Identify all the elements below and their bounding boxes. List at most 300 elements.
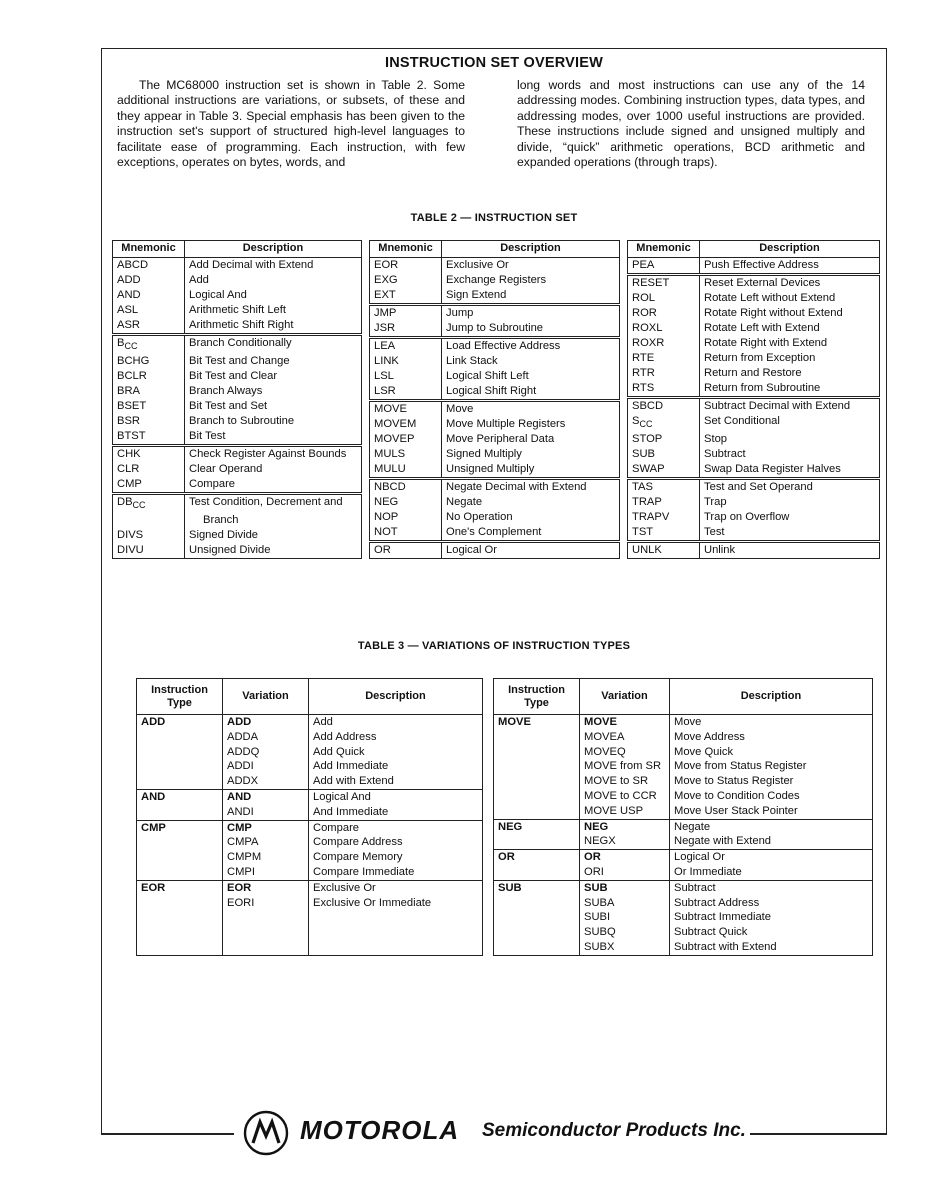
table-row (113, 384, 362, 399)
description-cell: Return from Subroutine (700, 381, 880, 397)
description-cell: Negate (670, 819, 873, 834)
mnemonic-header: Mnemonic (113, 241, 185, 258)
instruction-type-cell: AND (137, 789, 223, 820)
description-cell: Stop (700, 432, 880, 447)
table-row (628, 258, 880, 274)
table-row (113, 528, 362, 543)
mnemonic-header: Mnemonic (370, 241, 442, 258)
variation-cell: MOVEA (580, 730, 670, 745)
instruction-type-group (494, 850, 873, 881)
mnemonic-cell: $S_{CC}$ (628, 414, 700, 432)
mnemonic-cell: SUB (628, 447, 700, 462)
variation-cell: MOVE (580, 715, 670, 730)
description-cell: Bit Test and Clear (185, 369, 362, 384)
variation-header: Variation (223, 679, 309, 715)
instruction-group (370, 543, 620, 559)
table-row (370, 510, 620, 525)
mnemonic-cell: LEA (370, 339, 442, 355)
mnemonic-cell: BSET (113, 399, 185, 414)
variation-cell: SUBI (580, 910, 670, 925)
mnemonic-cell: TRAP (628, 495, 700, 510)
description-cell: Move (442, 402, 620, 418)
table-row (628, 276, 880, 292)
instruction-type-cell: CMP (137, 820, 223, 880)
table-row (113, 399, 362, 414)
table-row (628, 510, 880, 525)
mnemonic-cell: MOVEP (370, 432, 442, 447)
mnemonic-cell: CHK (113, 447, 185, 463)
description-cell: Swap Data Register Halves (700, 462, 880, 478)
mnemonic-cell: TRAPV (628, 510, 700, 525)
instruction-type-group (494, 819, 873, 850)
variation-header: Variation (580, 679, 670, 715)
mnemonic-cell: $DB_{CC}$ (113, 495, 185, 514)
table-row (113, 336, 362, 355)
variation-cell: CMP (223, 820, 309, 835)
description-cell: Unsigned Multiply (442, 462, 620, 478)
table-row (113, 369, 362, 384)
variation-cell: NEG (580, 819, 670, 834)
intro-right-text: long words and most instructions can use any of the 14 addressing modes. Combining instruction types, data types, and addressing modes, over 1000 useful instructions are provided. These instructions include signed and unsigned multiply and divide, “quick” arithmetic operations, BCD arithmetic and expanded operations (through traps). (517, 78, 865, 170)
table-row (628, 321, 880, 336)
instruction-type-cell: NEG (494, 819, 580, 850)
description-cell: Logical Shift Right (442, 384, 620, 400)
description-header: Description (442, 241, 620, 258)
mnemonic-cell: ROXL (628, 321, 700, 336)
description-cell: Add Decimal with Extend (185, 258, 362, 274)
table-row (370, 495, 620, 510)
table2-column-2 (369, 240, 620, 559)
variation-cell: ADDI (223, 759, 309, 774)
description-cell: Subtract with Extend (670, 940, 873, 955)
mnemonic-cell: BRA (113, 384, 185, 399)
instruction-group (113, 258, 362, 334)
description-cell: Exclusive Or (309, 880, 483, 895)
condition-code-subscript: CC (639, 419, 653, 430)
mnemonic-cell: TST (628, 525, 700, 541)
table-row (370, 402, 620, 418)
variation-cell: MOVE to SR (580, 774, 670, 789)
intro-left-column (117, 78, 465, 170)
description-cell: Compare Immediate (309, 865, 483, 880)
description-cell: Return from Exception (700, 351, 880, 366)
table-row (113, 303, 362, 318)
footer-rule-left (101, 1133, 234, 1135)
description-cell: Compare Memory (309, 850, 483, 865)
table-row (494, 850, 873, 865)
description-cell: Negate (442, 495, 620, 510)
variation-cell: SUBQ (580, 925, 670, 940)
mnemonic-cell: BCLR (113, 369, 185, 384)
brand-name: MOTOROLA (300, 1115, 460, 1145)
mnemonic-cell: RESET (628, 276, 700, 292)
instruction-type-group (137, 789, 483, 820)
table-row (370, 258, 620, 274)
variation-cell: MOVE to CCR (580, 789, 670, 804)
description-cell: Unsigned Divide (185, 543, 362, 559)
motorola-logo-icon (243, 1110, 289, 1156)
description-cell: Compare (185, 477, 362, 493)
table-row (370, 321, 620, 337)
table-row (628, 480, 880, 496)
table-row (370, 543, 620, 559)
description-cell: Signed Divide (185, 528, 362, 543)
instruction-type-cell: ADD (137, 715, 223, 790)
description-cell: Bit Test (185, 429, 362, 445)
description-cell: Move Address (670, 730, 873, 745)
description-cell: Rotate Right without Extend (700, 306, 880, 321)
variation-cell: SUB (580, 880, 670, 895)
variation-cell: ORI (580, 865, 670, 880)
mnemonic-cell: $B_{CC}$ (113, 336, 185, 355)
table-row (113, 273, 362, 288)
description-cell: Move Peripheral Data (442, 432, 620, 447)
page-title: INSTRUCTION SET OVERVIEW (384, 55, 604, 71)
mnemonic-cell: EXG (370, 273, 442, 288)
description-cell: Rotate Left without Extend (700, 291, 880, 306)
table-row (628, 525, 880, 541)
variation-cell: CMPA (223, 835, 309, 850)
table-row (494, 715, 873, 730)
table-row (370, 417, 620, 432)
mnemonic-cell: OR (370, 543, 442, 559)
instruction-group (370, 258, 620, 304)
table-row (113, 414, 362, 429)
table-row (628, 381, 880, 397)
description-cell: Add with Extend (309, 774, 483, 789)
mnemonic-cell: LSR (370, 384, 442, 400)
variation-cell: ADDX (223, 774, 309, 789)
description-cell: Trap on Overflow (700, 510, 880, 525)
variation-cell: ADDQ (223, 745, 309, 760)
description-cell: Set Conditional (700, 414, 880, 432)
mnemonic-cell: NBCD (370, 480, 442, 496)
table-row (370, 447, 620, 462)
mnemonic-cell: STOP (628, 432, 700, 447)
description-cell: Negate Decimal with Extend (442, 480, 620, 496)
variation-cell: EORI (223, 896, 309, 911)
instruction-group (113, 447, 362, 493)
description-cell: Move to Status Register (670, 774, 873, 789)
description-cell: And Immediate (309, 805, 483, 820)
instruction-type-group (137, 880, 483, 955)
mnemonic-cell: ROR (628, 306, 700, 321)
mnemonic-cell: ABCD (113, 258, 185, 274)
instruction-group (113, 495, 362, 559)
description-cell: Trap (700, 495, 880, 510)
table-row (137, 880, 483, 895)
table-row (370, 273, 620, 288)
description-cell: Add Address (309, 730, 483, 745)
table-row (370, 288, 620, 304)
description-cell: Arithmetic Shift Right (185, 318, 362, 334)
description-cell: Logical And (185, 288, 362, 303)
table-row (113, 318, 362, 334)
description-cell: Rotate Right with Extend (700, 336, 880, 351)
table-row (628, 351, 880, 366)
table-row (113, 513, 362, 528)
mnemonic-cell: PEA (628, 258, 700, 274)
description-header: Description (185, 241, 362, 258)
description-cell: Compare (309, 820, 483, 835)
instruction-group (370, 339, 620, 400)
variation-cell: MOVEQ (580, 745, 670, 760)
table-row (628, 291, 880, 306)
variation-cell: EOR (223, 880, 309, 895)
table-row (113, 258, 362, 274)
table-row (113, 429, 362, 445)
table-row (628, 306, 880, 321)
description-cell: Move (670, 715, 873, 730)
table-row (628, 447, 880, 462)
variation-cell: NEGX (580, 834, 670, 849)
table-row (628, 432, 880, 447)
mnemonic-cell: JMP (370, 306, 442, 322)
description-cell: Link Stack (442, 354, 620, 369)
description-cell: Logical And (309, 789, 483, 804)
mnemonic-cell: BCHG (113, 354, 185, 369)
description-cell: Check Register Against Bounds (185, 447, 362, 463)
table-row (137, 715, 483, 730)
mnemonic-cell: MULU (370, 462, 442, 478)
mnemonic-cell: NOP (370, 510, 442, 525)
mnemonic-cell: ASR (113, 318, 185, 334)
instruction-type-header: Instruction Type (137, 679, 223, 715)
description-cell: Add Quick (309, 745, 483, 760)
instruction-type-group (494, 715, 873, 820)
description-cell: One's Complement (442, 525, 620, 541)
description-cell: Branch Conditionally (185, 336, 362, 355)
mnemonic-header: Mnemonic (628, 241, 700, 258)
description-cell: Bit Test and Set (185, 399, 362, 414)
description-cell: Move from Status Register (670, 759, 873, 774)
description-cell: Subtract Quick (670, 925, 873, 940)
description-cell: Move Quick (670, 745, 873, 760)
table-row (137, 789, 483, 804)
mnemonic-cell: LINK (370, 354, 442, 369)
instruction-type-group (137, 715, 483, 790)
table-row (370, 432, 620, 447)
mnemonic-cell: DIVU (113, 543, 185, 559)
table-row (113, 477, 362, 493)
table2-column-1 (112, 240, 362, 559)
description-cell: Add (309, 715, 483, 730)
description-header: Description (670, 679, 873, 715)
mnemonic-cell: MOVE (370, 402, 442, 418)
variation-cell: CMPM (223, 850, 309, 865)
instruction-type-cell: MOVE (494, 715, 580, 820)
instruction-group (628, 480, 880, 541)
instruction-group (370, 402, 620, 478)
table-row (113, 495, 362, 514)
mnemonic-cell: MULS (370, 447, 442, 462)
table-row (370, 354, 620, 369)
description-cell: Logical Shift Left (442, 369, 620, 384)
variation-cell: MOVE USP (580, 804, 670, 819)
table-row (628, 543, 880, 559)
table-row (370, 462, 620, 478)
table-row (628, 399, 880, 415)
table-row (370, 369, 620, 384)
mnemonic-cell: SBCD (628, 399, 700, 415)
instruction-group (628, 276, 880, 397)
mnemonic-cell: MOVEM (370, 417, 442, 432)
mnemonic-cell: SWAP (628, 462, 700, 478)
table-row (628, 462, 880, 478)
mnemonic-cell: DIVS (113, 528, 185, 543)
mnemonic-cell: BTST (113, 429, 185, 445)
intro-left-text: The MC68000 instruction set is shown in Table 2. Some additional instructions are variations, or subsets, of these and they appear in Table 3. Special emphasis has been given to the instruction set's support of structured high-level languages to facilitate ease of programming. Each instruction, with few exceptions, operates on bytes, words, and (117, 78, 465, 170)
instruction-group (628, 258, 880, 274)
table-row (113, 288, 362, 303)
description-cell: Unlink (700, 543, 880, 559)
description-cell: Rotate Left with Extend (700, 321, 880, 336)
description-cell: Load Effective Address (442, 339, 620, 355)
condition-code-subscript: CC (132, 500, 146, 511)
description-cell: Push Effective Address (700, 258, 880, 274)
description-cell: Move Multiple Registers (442, 417, 620, 432)
condition-code-subscript: CC (124, 341, 138, 352)
description-cell: Subtract (700, 447, 880, 462)
table-row (113, 543, 362, 559)
mnemonic-cell: NEG (370, 495, 442, 510)
instruction-type-cell: EOR (137, 880, 223, 955)
table3-caption: TABLE 3 — VARIATIONS OF INSTRUCTION TYPES (357, 640, 631, 652)
description-cell: Logical Or (670, 850, 873, 865)
description-header: Description (700, 241, 880, 258)
description-cell: Sign Extend (442, 288, 620, 304)
description-cell: Or Immediate (670, 865, 873, 880)
table2-caption: TABLE 2 — INSTRUCTION SET (410, 212, 578, 224)
table-row (370, 525, 620, 541)
description-cell: Negate with Extend (670, 834, 873, 849)
instruction-type-cell: SUB (494, 880, 580, 955)
table-row (628, 336, 880, 351)
description-header: Description (309, 679, 483, 715)
description-cell: Branch Always (185, 384, 362, 399)
variation-cell: AND (223, 789, 309, 804)
mnemonic-cell: EOR (370, 258, 442, 274)
description-cell: Signed Multiply (442, 447, 620, 462)
mnemonic-cell: RTS (628, 381, 700, 397)
variation-cell: MOVE from SR (580, 759, 670, 774)
description-cell: Branch to Subroutine (185, 414, 362, 429)
mnemonic-cell: JSR (370, 321, 442, 337)
description-cell: Add Immediate (309, 759, 483, 774)
table-row (113, 354, 362, 369)
table-row (628, 495, 880, 510)
table-row (113, 462, 362, 477)
description-cell: Clear Operand (185, 462, 362, 477)
mnemonic-cell: LSL (370, 369, 442, 384)
instruction-group (370, 306, 620, 337)
instruction-type-cell: OR (494, 850, 580, 881)
mnemonic-cell: ASL (113, 303, 185, 318)
description-cell: Subtract Decimal with Extend (700, 399, 880, 415)
mnemonic-cell: ROL (628, 291, 700, 306)
mnemonic-cell: ROXR (628, 336, 700, 351)
table3-left (136, 678, 483, 956)
table-row (113, 447, 362, 463)
mnemonic-cell: RTE (628, 351, 700, 366)
table-row (628, 366, 880, 381)
instruction-type-group (494, 880, 873, 955)
footer-rule-right (750, 1133, 887, 1135)
description-cell: Move to Condition Codes (670, 789, 873, 804)
instruction-group (628, 399, 880, 478)
table-row (370, 306, 620, 322)
description-cell: Branch (185, 513, 362, 528)
instruction-type-group (137, 820, 483, 880)
description-cell: Test (700, 525, 880, 541)
brand-division: Semiconductor Products Inc. (482, 1120, 746, 1141)
table-row (137, 820, 483, 835)
instruction-group (628, 543, 880, 559)
description-cell: Subtract (670, 880, 873, 895)
page-frame (101, 48, 887, 1134)
mnemonic-cell: AND (113, 288, 185, 303)
description-cell: Exclusive Or Immediate (309, 896, 483, 911)
table-row (494, 880, 873, 895)
mnemonic-cell: CMP (113, 477, 185, 493)
variation-cell: SUBA (580, 896, 670, 911)
description-cell: Jump to Subroutine (442, 321, 620, 337)
table-row (370, 480, 620, 496)
variation-cell: OR (580, 850, 670, 865)
mnemonic-cell: CLR (113, 462, 185, 477)
variation-cell: ADDA (223, 730, 309, 745)
description-cell: Test and Set Operand (700, 480, 880, 496)
description-cell: No Operation (442, 510, 620, 525)
variation-cell: ADD (223, 715, 309, 730)
description-cell: Subtract Immediate (670, 910, 873, 925)
description-cell: Move User Stack Pointer (670, 804, 873, 819)
variation-cell: ANDI (223, 805, 309, 820)
description-cell: Reset External Devices (700, 276, 880, 292)
variation-cell: CMPI (223, 865, 309, 880)
table-row (370, 384, 620, 400)
table-row (628, 414, 880, 432)
table-row (370, 339, 620, 355)
mnemonic-cell: NOT (370, 525, 442, 541)
instruction-group (370, 480, 620, 541)
description-cell: Exclusive Or (442, 258, 620, 274)
mnemonic-cell (113, 513, 185, 528)
description-cell: Return and Restore (700, 366, 880, 381)
description-cell: Bit Test and Change (185, 354, 362, 369)
mnemonic-cell: BSR (113, 414, 185, 429)
mnemonic-cell: ADD (113, 273, 185, 288)
description-cell: Subtract Address (670, 896, 873, 911)
description-cell: Test Condition, Decrement and (185, 495, 362, 514)
description-cell: Jump (442, 306, 620, 322)
mnemonic-cell: RTR (628, 366, 700, 381)
instruction-type-header: Instruction Type (494, 679, 580, 715)
table2-column-3 (627, 240, 880, 559)
table-row (494, 819, 873, 834)
mnemonic-cell: EXT (370, 288, 442, 304)
description-cell: Arithmetic Shift Left (185, 303, 362, 318)
intro-right-column (517, 78, 865, 170)
table3-right (493, 678, 873, 956)
description-cell: Add (185, 273, 362, 288)
mnemonic-cell: UNLK (628, 543, 700, 559)
mnemonic-cell: TAS (628, 480, 700, 496)
description-cell: Compare Address (309, 835, 483, 850)
description-cell: Logical Or (442, 543, 620, 559)
instruction-group (113, 336, 362, 445)
description-cell: Exchange Registers (442, 273, 620, 288)
